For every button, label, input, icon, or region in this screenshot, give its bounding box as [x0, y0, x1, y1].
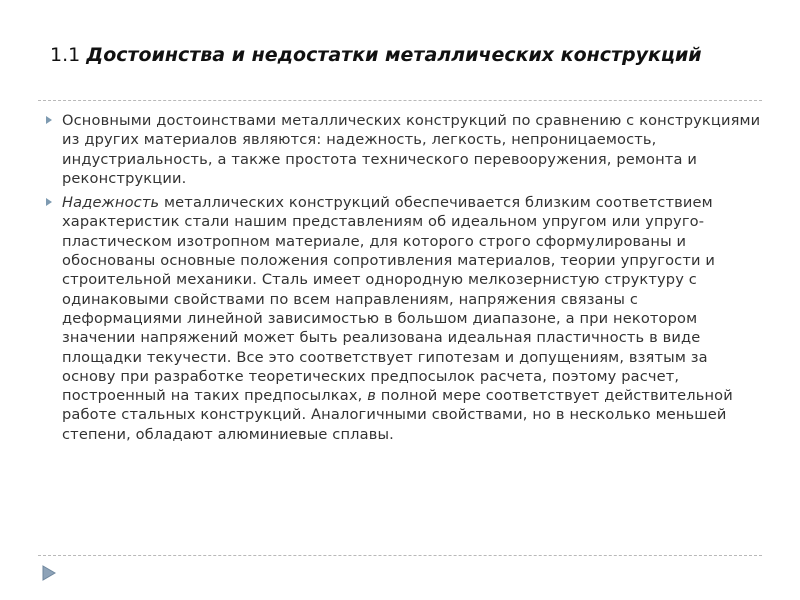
paragraph-advantages: Основными достоинствами металлических конструкций по сравнению с конструкциями из других материалов являются: надежность, легкость, непроницаемость, индустриальность, а также простота технического перевооружения, ремонта и реконструкции. — [62, 112, 761, 187]
paragraph-lead-word: Надежность — [62, 194, 160, 212]
list-item — [46, 193, 762, 444]
paragraph-reliability-part2: полной мере соответствует действительной работе стальных конструкций. Аналогичными свойствами, но в несколько меньшей степени, обладают алюминиевые сплавы. — [62, 387, 733, 443]
title-number: 1.1 — [50, 44, 81, 66]
triangle-nav-icon[interactable] — [42, 565, 56, 581]
list-item — [46, 111, 762, 188]
title-text: Достоинства и недостатки металлических конструкций — [86, 44, 702, 66]
paragraph-italic-word: в — [367, 387, 376, 405]
content-list — [46, 111, 762, 449]
slide-title — [50, 44, 770, 66]
triangle-bullet-icon — [46, 198, 52, 206]
paragraph-reliability-part1: металлических конструкций обеспечивается близким соответствием характеристик стали нашим представлениям об идеальном упругом или упруго-пластическом изотропном материале, для которого строго сформулированы и обоснованы основные положения сопротивления материалов, теории упругости и строительной механики. Сталь имеет однородную мелкозернистую структуру с одинаковыми свойствами по всем направлениям, напряжения связаны с деформациями линейной зависимостью в большом диапазоне, а при некотором значении напряжений может быть реализована идеальная пластичность в виде площадки текучести. Все это соответствует гипотезам и допущениям, взятым за основу при разработке теоретических предпосылок расчета, поэтому расчет, построенный на таких предпосылках, — [62, 194, 716, 405]
bottom-divider — [38, 555, 762, 556]
triangle-bullet-icon — [46, 116, 52, 124]
top-divider — [38, 100, 762, 101]
